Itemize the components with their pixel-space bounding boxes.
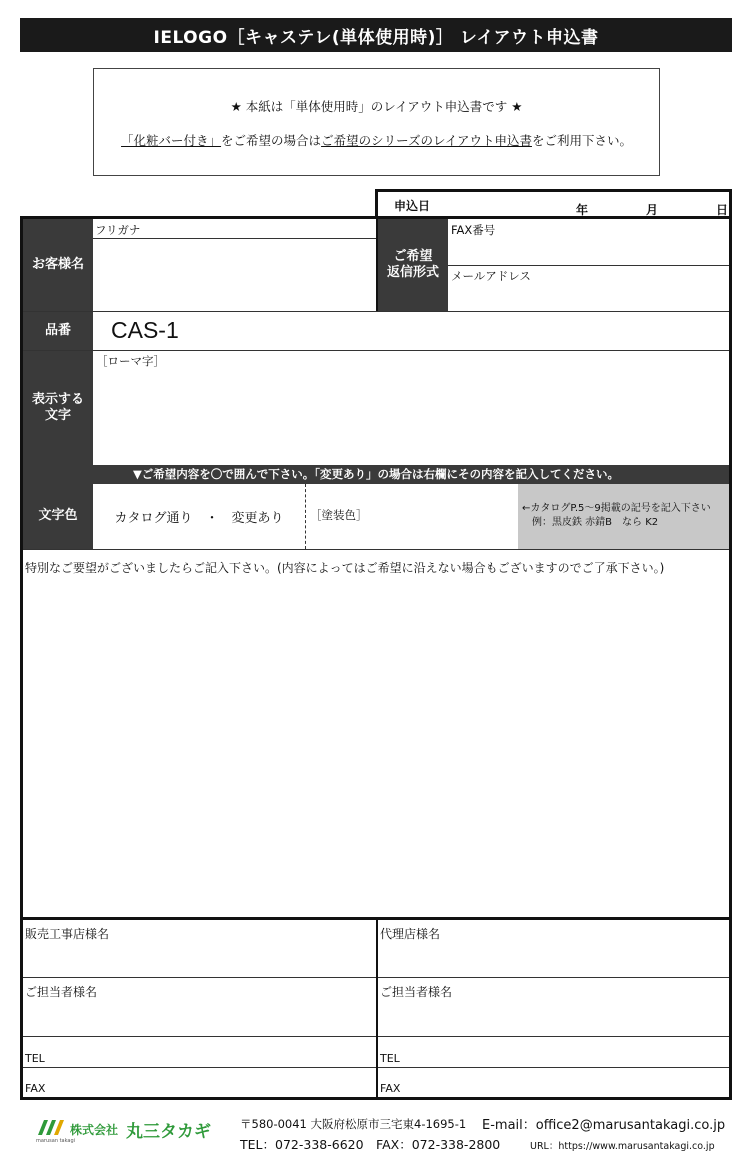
agency-fax-field[interactable] <box>378 1068 729 1097</box>
paint-color-hint: ［塗装色］ <box>310 508 368 522</box>
email-field[interactable] <box>448 266 729 311</box>
date-month: 月 <box>646 203 659 217</box>
product-number-label: 品番 <box>23 312 93 350</box>
dealer-name-label: 販売工事店様名 <box>25 927 110 941</box>
paint-color-field[interactable] <box>306 484 518 549</box>
agency-name-label: 代理店様名 <box>380 927 441 941</box>
notice-text-1: をご希望の場合は <box>221 133 322 148</box>
company-prefix: 株式会社 <box>70 1123 119 1137</box>
display-text-label <box>23 351 93 465</box>
page-title: IELOGO［キャステレ(単体使用時)］ レイアウト申込書 <box>20 18 732 52</box>
agency-name-field[interactable] <box>378 919 729 977</box>
text-color-label: 文字色 <box>23 484 93 549</box>
catalog-note-1: ←カタログP.5～9掲載の記号を記入下さい <box>522 503 711 514</box>
application-date-field[interactable] <box>375 189 732 219</box>
notice-line-1: ★ 本紙は「単体使用時」のレイアウト申込書です ★ <box>230 99 523 114</box>
company-url: URL：https://www.marusantakagi.co.jp <box>530 1141 715 1152</box>
product-number-value: CAS-1 <box>111 317 179 343</box>
date-year: 年 <box>576 203 589 217</box>
dealer-person-field[interactable] <box>23 978 376 1036</box>
romaji-hint: ［ローマ字］ <box>96 354 165 368</box>
company-phone: TEL：072-338-6620 FAX：072-338-2800 <box>240 1137 501 1152</box>
reply-label-2: 返信形式 <box>386 265 439 280</box>
notice-box <box>93 68 660 176</box>
fax-number-field[interactable] <box>448 219 729 265</box>
date-day: 日 <box>716 203 729 217</box>
dealer-person-label: ご担当者様名 <box>25 985 98 999</box>
notice-emph-1: 「化粧バー付き」 <box>121 133 222 148</box>
dealer-name-field[interactable] <box>23 919 376 977</box>
agency-person-label: ご担当者様名 <box>380 985 453 999</box>
company-email: E-mail：office2@marusantakagi.co.jp <box>482 1118 726 1133</box>
dealer-fax-field[interactable] <box>23 1068 376 1097</box>
logo-subtext: marusan takagi <box>36 1138 76 1144</box>
furigana-field[interactable] <box>93 219 376 238</box>
email-label: メールアドレス <box>451 269 531 283</box>
display-label-1: 表示する <box>31 391 84 407</box>
customer-name-label: お客様名 <box>23 219 93 311</box>
display-label-2: 文字 <box>44 408 71 423</box>
notice-line-2 <box>94 131 659 149</box>
company-address: 〒580-0041 大阪府松原市三宅東4-1695-1 <box>240 1117 467 1131</box>
date-label: 申込日 <box>394 199 431 213</box>
customer-name-field[interactable] <box>93 239 376 311</box>
agency-person-field[interactable] <box>378 978 729 1036</box>
furigana-label: フリガナ <box>95 223 141 237</box>
color-options[interactable]: カタログ通り ・ 変更あり <box>114 511 284 526</box>
reply-format-label <box>378 219 448 311</box>
catalog-note <box>518 484 729 549</box>
notice-emph-2: ご希望のシリーズのレイアウト申込書 <box>321 133 532 148</box>
display-text-field[interactable] <box>93 351 729 465</box>
special-request-field[interactable] <box>23 550 729 917</box>
dealer-fax-label: FAX <box>25 1082 46 1095</box>
fax-number-label: FAX番号 <box>451 223 496 237</box>
catalog-note-2: 例：黒皮鉄 赤錆B なら K2 <box>532 516 659 528</box>
agency-fax-label: FAX <box>380 1082 401 1095</box>
special-request-label: 特別なご要望がございましたらご記入下さい。(内容によってはご希望に沿えない場合もございますのでご了承下さい。) <box>25 561 665 575</box>
dealer-tel-field[interactable] <box>23 1037 376 1067</box>
agency-tel-field[interactable] <box>378 1037 729 1067</box>
dealer-section <box>20 919 732 1100</box>
dealer-tel-label: TEL <box>25 1052 45 1065</box>
reply-label-1: ご希望 <box>393 248 433 264</box>
instruction-bar: ▼ご希望内容を〇で囲んで下さい。「変更あり」の場合は右欄にその内容を記入してください。 <box>23 465 729 484</box>
notice-text-2: をご利用下さい。 <box>531 133 632 148</box>
company-name: 丸三タカギ <box>126 1122 211 1142</box>
agency-tel-label: TEL <box>380 1052 400 1065</box>
layout-form <box>20 216 732 920</box>
company-logo-icon <box>36 1117 66 1139</box>
